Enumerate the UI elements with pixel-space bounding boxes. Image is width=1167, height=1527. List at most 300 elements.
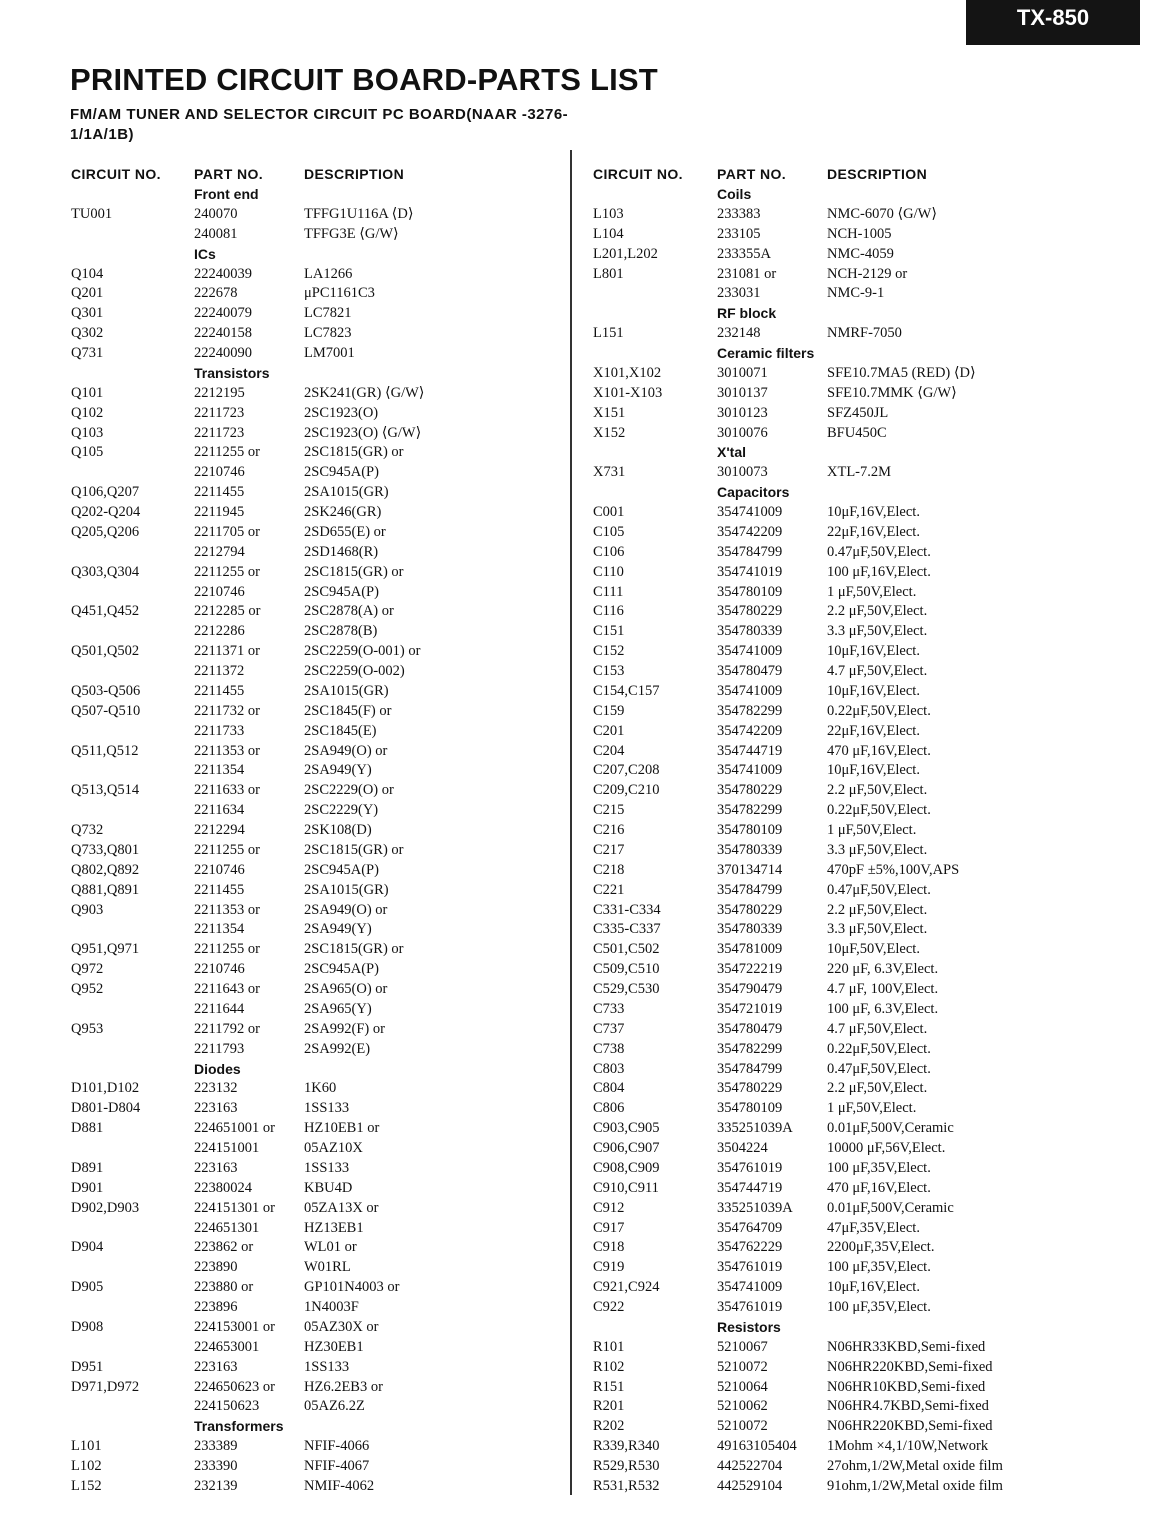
description: 22μF,16V,Elect. <box>827 523 920 540</box>
circuit-no: Q104 <box>71 265 104 282</box>
table-row <box>593 463 1153 483</box>
part-no: 354780339 <box>717 921 783 938</box>
table-row <box>71 861 566 881</box>
parts-rows-left <box>71 185 566 1497</box>
part-no: 354780109 <box>717 822 783 838</box>
table-row <box>593 1159 1153 1179</box>
header-circuit-no: CIRCUIT NO. <box>593 166 683 182</box>
table-row <box>593 1139 1153 1159</box>
table-row <box>593 1000 1153 1020</box>
circuit-no: C912 <box>593 1199 625 1216</box>
part-no: 2211455 <box>194 484 245 501</box>
circuit-no: C906,C907 <box>593 1140 660 1156</box>
part-no: 2211255 or <box>194 941 260 958</box>
description: 2SA949(O) or <box>304 901 388 918</box>
part-no: 223132 <box>194 1080 238 1097</box>
table-row <box>593 742 1153 762</box>
part-no: 354742209 <box>717 722 783 739</box>
section-heading <box>71 364 566 384</box>
description: 1Mohm ×4,1/10W,Network <box>827 1438 989 1455</box>
description: NFIF-4066 <box>304 1438 370 1455</box>
table-row <box>71 225 566 245</box>
part-no: 354780339 <box>717 623 783 640</box>
circuit-no: D905 <box>71 1279 104 1296</box>
part-no: 354761019 <box>717 1159 783 1176</box>
circuit-no: R531,R532 <box>593 1477 660 1494</box>
description: 2SA992(E) <box>304 1040 371 1057</box>
part-no: 354742209 <box>717 523 783 540</box>
part-no: 2211455 <box>194 682 245 699</box>
section-label: Diodes <box>194 1060 241 1077</box>
description: 1 μF,50V,Elect. <box>827 1100 917 1117</box>
table-row <box>71 344 566 364</box>
circuit-no: Q201 <box>71 285 104 302</box>
table-row <box>593 960 1153 980</box>
part-no: 354741009 <box>717 643 783 660</box>
table-row <box>593 523 1153 543</box>
part-no: 3504224 <box>717 1140 768 1156</box>
part-no: 223163 <box>194 1159 238 1176</box>
description: 100 μF,16V,Elect. <box>827 563 931 580</box>
table-row <box>593 1378 1153 1398</box>
table-row <box>71 1397 566 1417</box>
part-no: 232148 <box>717 325 761 342</box>
circuit-no: C331-C334 <box>593 901 661 918</box>
section-label: Ceramic filters <box>717 345 815 361</box>
table-row <box>71 583 566 603</box>
description: 10μF,16V,Elect. <box>827 762 920 779</box>
table-row <box>593 205 1153 225</box>
table-row <box>71 722 566 742</box>
description: 2SC2259(O-001) or <box>304 643 421 660</box>
table-row <box>71 1139 566 1159</box>
table-row <box>71 1457 566 1477</box>
part-no: 233105 <box>717 225 761 242</box>
description: 1 μF,50V,Elect. <box>827 822 917 838</box>
description: 2.2 μF,50V,Elect. <box>827 782 928 799</box>
circuit-no: Q953 <box>71 1020 104 1037</box>
circuit-no: Q802,Q892 <box>71 861 140 878</box>
description: WL01 or <box>304 1239 357 1256</box>
description: 0.47μF,50V,Elect. <box>827 543 931 560</box>
part-no: 233383 <box>717 205 761 222</box>
description: 2SC2259(O-002) <box>304 663 405 679</box>
part-no: 233390 <box>194 1458 238 1474</box>
table-row <box>593 225 1153 245</box>
circuit-no: D904 <box>71 1239 104 1256</box>
table-row <box>593 662 1153 682</box>
circuit-no: C737 <box>593 1020 625 1037</box>
part-no: 3010137 <box>717 384 768 401</box>
description: 47μF,35V,Elect. <box>827 1219 920 1236</box>
circuit-no: C733 <box>593 1000 625 1017</box>
description: 1K60 <box>304 1080 337 1097</box>
description: HZ10EB1 or <box>304 1120 380 1137</box>
circuit-no: C159 <box>593 702 625 719</box>
table-row <box>71 980 566 1000</box>
description: 22μF,16V,Elect. <box>827 722 920 739</box>
part-no: 2212195 <box>194 384 245 401</box>
circuit-no: D908 <box>71 1318 104 1335</box>
description: NMC-9-1 <box>827 285 885 302</box>
part-no: 2212285 or <box>194 603 261 620</box>
description: SFE10.7MMK ⟨G/W⟩ <box>827 384 957 401</box>
description: 3.3 μF,50V,Elect. <box>827 841 928 858</box>
part-no: 2211354 <box>194 921 245 938</box>
circuit-no: Q511,Q512 <box>71 742 139 759</box>
table-row <box>71 881 566 901</box>
part-no: 2211643 or <box>194 981 260 997</box>
table-row <box>71 205 566 225</box>
part-no: 2210746 <box>194 961 245 978</box>
section-label: Coils <box>717 186 752 202</box>
table-row <box>593 881 1153 901</box>
table-row <box>71 920 566 940</box>
description: 2SA965(O) or <box>304 981 388 997</box>
part-no: 2211354 <box>194 762 245 779</box>
circuit-no: R101 <box>593 1338 625 1355</box>
circuit-no: Q503-Q506 <box>71 682 141 699</box>
circuit-no: Q105 <box>71 444 104 461</box>
table-row <box>593 1258 1153 1278</box>
part-no: 354780109 <box>717 583 783 600</box>
table-row <box>71 1199 566 1219</box>
description: 10000 μF,56V,Elect. <box>827 1140 946 1156</box>
circuit-no: C152 <box>593 643 625 660</box>
part-no: 231081 or <box>717 265 777 282</box>
column-divider <box>570 150 572 1495</box>
table-row <box>593 761 1153 781</box>
description: 470pF ±5%,100V,APS <box>827 861 960 878</box>
part-no: 5210072 <box>717 1418 768 1435</box>
part-no: 233355A <box>717 245 771 262</box>
part-no: 354744719 <box>717 742 783 759</box>
table-row <box>71 642 566 662</box>
part-no: 233389 <box>194 1438 238 1455</box>
table-row <box>593 364 1153 384</box>
table-row <box>593 801 1153 821</box>
page-title: PRINTED CIRCUIT BOARD-PARTS LIST <box>70 62 658 97</box>
part-no: 354741019 <box>717 563 783 580</box>
table-row <box>71 284 566 304</box>
table-row <box>593 1298 1153 1318</box>
circuit-no: C509,C510 <box>593 961 660 978</box>
description: 1N4003F <box>304 1299 359 1315</box>
description: 2.2 μF,50V,Elect. <box>827 603 928 620</box>
description: 2SA949(Y) <box>304 762 372 779</box>
description: 05AZ30X or <box>304 1318 379 1335</box>
circuit-no: Q951,Q971 <box>71 941 140 958</box>
table-row <box>71 463 566 483</box>
part-no: 224653001 <box>194 1338 260 1355</box>
description: 2SC2229(O) or <box>304 782 394 799</box>
part-no: 354780479 <box>717 663 783 679</box>
part-no: 354741009 <box>717 682 783 699</box>
description: TFFG3E ⟨G/W⟩ <box>304 225 399 242</box>
circuit-no: R102 <box>593 1358 625 1375</box>
part-no: 354780109 <box>717 1100 783 1117</box>
part-no: 224651301 <box>194 1219 260 1236</box>
table-row <box>71 602 566 622</box>
circuit-no: C201 <box>593 722 625 739</box>
section-label: Resistors <box>717 1318 781 1335</box>
part-no: 354722219 <box>717 961 783 978</box>
part-no: 354780229 <box>717 603 783 620</box>
description: SFZ450JL <box>827 404 889 421</box>
part-no: 22380024 <box>194 1179 252 1196</box>
table-row <box>593 265 1153 285</box>
part-no: 2210746 <box>194 464 245 481</box>
part-no: 2211633 or <box>194 782 260 799</box>
circuit-no: C106 <box>593 543 625 560</box>
circuit-no: C922 <box>593 1299 625 1315</box>
table-row <box>593 404 1153 424</box>
description: 3.3 μF,50V,Elect. <box>827 623 928 640</box>
part-no: 354780229 <box>717 1080 783 1097</box>
description: 2SC945A(P) <box>304 464 379 481</box>
part-no: 2211353 or <box>194 901 260 918</box>
circuit-no: C806 <box>593 1100 625 1117</box>
description: 2.2 μF,50V,Elect. <box>827 1080 928 1097</box>
description: 3.3 μF,50V,Elect. <box>827 921 928 938</box>
part-no: 2211732 or <box>194 702 260 719</box>
table-row <box>71 1378 566 1398</box>
table-row <box>71 384 566 404</box>
part-no: 2211644 <box>194 1000 245 1017</box>
circuit-no: C217 <box>593 841 625 858</box>
description: LC7823 <box>304 325 352 342</box>
part-no: 2211255 or <box>194 563 260 580</box>
description: 10μF,16V,Elect. <box>827 504 920 520</box>
table-row <box>71 801 566 821</box>
table-row <box>71 1079 566 1099</box>
part-no: 222678 <box>194 285 238 302</box>
part-no: 2211371 or <box>194 643 260 660</box>
circuit-no: C529,C530 <box>593 981 660 997</box>
table-row <box>593 583 1153 603</box>
part-no: 224151301 or <box>194 1199 275 1216</box>
circuit-no: Q733,Q801 <box>71 841 140 858</box>
table-row <box>71 781 566 801</box>
description: 4.7 μF,50V,Elect. <box>827 1020 928 1037</box>
description: 0.01μF,500V,Ceramic <box>827 1120 954 1137</box>
description: 100 μF,35V,Elect. <box>827 1299 931 1315</box>
circuit-no: D891 <box>71 1159 104 1176</box>
description: 2SC945A(P) <box>304 961 379 978</box>
table-row <box>71 1099 566 1119</box>
part-no: 354744719 <box>717 1179 783 1196</box>
description: 2SK108(D) <box>304 822 372 838</box>
circuit-no: X151 <box>593 404 626 421</box>
description: 2SC945A(P) <box>304 861 379 878</box>
description: 2SC2229(Y) <box>304 802 379 819</box>
circuit-no: C001 <box>593 504 625 520</box>
part-no: 2211634 <box>194 802 245 819</box>
table-row <box>593 602 1153 622</box>
section-heading <box>71 245 566 265</box>
circuit-no: Q881,Q891 <box>71 881 140 898</box>
description: 2SC1815(GR) or <box>304 841 404 858</box>
part-no: 354784799 <box>717 881 783 898</box>
section-heading <box>593 1318 1153 1338</box>
part-no: 354721019 <box>717 1000 783 1017</box>
table-row <box>593 503 1153 523</box>
table-header <box>71 163 566 185</box>
part-no: 2210746 <box>194 583 245 600</box>
part-no: 354761019 <box>717 1299 783 1315</box>
description: 0.22μF,50V,Elect. <box>827 802 931 819</box>
part-no: 354761019 <box>717 1259 783 1276</box>
description: 05AZ10X <box>304 1140 363 1156</box>
model-tag: TX-850 <box>966 0 1140 45</box>
table-row <box>71 324 566 344</box>
circuit-no: Q202-Q204 <box>71 504 141 520</box>
part-no: 2211733 <box>194 722 245 739</box>
circuit-no: C908,C909 <box>593 1159 660 1176</box>
part-no: 3010071 <box>717 364 768 381</box>
part-no: 335251039A <box>717 1199 793 1216</box>
table-row <box>71 841 566 861</box>
part-no: 22240039 <box>194 265 252 282</box>
part-no: 370134714 <box>717 861 783 878</box>
circuit-no: D971,D972 <box>71 1378 140 1395</box>
table-row <box>593 1040 1153 1060</box>
description: NFIF-4067 <box>304 1458 370 1474</box>
description: 2SD1468(R) <box>304 543 379 560</box>
table-row <box>71 503 566 523</box>
table-row <box>593 1338 1153 1358</box>
table-row <box>593 245 1153 265</box>
section-label: Transformers <box>194 1418 284 1435</box>
description: 2.2 μF,50V,Elect. <box>827 901 928 918</box>
table-row <box>71 1338 566 1358</box>
part-no: 354780479 <box>717 1020 783 1037</box>
table-row <box>593 1219 1153 1239</box>
part-no: 22240090 <box>194 345 252 361</box>
circuit-no: Q101 <box>71 384 104 401</box>
table-row <box>71 404 566 424</box>
part-no: 5210064 <box>717 1378 768 1395</box>
circuit-no: L151 <box>593 325 624 342</box>
description: 2SA965(Y) <box>304 1000 372 1017</box>
circuit-no: R339,R340 <box>593 1438 660 1455</box>
table-row <box>71 940 566 960</box>
part-no: 2211353 or <box>194 742 260 759</box>
part-no: 354741009 <box>717 504 783 520</box>
table-row <box>593 1278 1153 1298</box>
table-row <box>71 761 566 781</box>
header-part-no: PART NO. <box>194 166 264 182</box>
circuit-no: C209,C210 <box>593 782 660 799</box>
part-no: 2211793 <box>194 1040 245 1057</box>
circuit-no: C335-C337 <box>593 921 661 938</box>
description: 1SS133 <box>304 1100 350 1117</box>
circuit-no: R151 <box>593 1378 625 1395</box>
table-row <box>593 821 1153 841</box>
description: N06HR220KBD,Semi-fixed <box>827 1418 993 1435</box>
description: NMIF-4062 <box>304 1477 375 1494</box>
table-row <box>593 901 1153 921</box>
part-no: 354784799 <box>717 1060 783 1077</box>
circuit-no: C110 <box>593 563 624 580</box>
table-row <box>593 1358 1153 1378</box>
table-row <box>71 1159 566 1179</box>
table-row <box>71 702 566 722</box>
description: 0.22μF,50V,Elect. <box>827 702 931 719</box>
part-no: 354790479 <box>717 981 783 997</box>
circuit-no: Q903 <box>71 901 104 918</box>
header-circuit-no: CIRCUIT NO. <box>71 166 161 182</box>
description: 91ohm,1/2W,Metal oxide film <box>827 1477 1003 1494</box>
description: 0.47μF,50V,Elect. <box>827 1060 931 1077</box>
table-row <box>593 1397 1153 1417</box>
table-row <box>593 324 1153 344</box>
section-label: ICs <box>194 245 216 262</box>
description: 27ohm,1/2W,Metal oxide film <box>827 1458 1003 1474</box>
parts-table-right <box>593 163 1153 1497</box>
table-row <box>71 304 566 324</box>
circuit-no: Q205,Q206 <box>71 523 140 540</box>
table-row <box>593 1437 1153 1457</box>
circuit-no: D801-D804 <box>71 1100 141 1117</box>
part-no: 223862 or <box>194 1239 254 1256</box>
description: 100 μF,35V,Elect. <box>827 1159 931 1176</box>
table-row <box>593 622 1153 642</box>
table-row <box>71 483 566 503</box>
part-no: 224153001 or <box>194 1318 275 1335</box>
circuit-no: D951 <box>71 1358 104 1375</box>
table-row <box>71 682 566 702</box>
circuit-no: C111 <box>593 583 624 600</box>
description: SFE10.7MA5 (RED) ⟨D⟩ <box>827 364 976 381</box>
description: LC7821 <box>304 305 352 322</box>
description: 2SC1815(GR) or <box>304 563 404 580</box>
section-heading <box>593 443 1153 463</box>
section-heading <box>593 304 1153 324</box>
description: 10μF,16V,Elect. <box>827 1279 920 1296</box>
table-row <box>593 1179 1153 1199</box>
description: 470 μF,16V,Elect. <box>827 1179 931 1196</box>
circuit-no: X101,X102 <box>593 364 662 381</box>
description: 2SC1845(F) or <box>304 702 392 719</box>
description: μPC1161C3 <box>304 285 375 302</box>
description: 0.01μF,500V,Ceramic <box>827 1199 954 1216</box>
table-row <box>71 1179 566 1199</box>
description: 10μF,16V,Elect. <box>827 682 920 699</box>
description: 05AZ6.2Z <box>304 1398 365 1415</box>
circuit-no: Q102 <box>71 404 104 421</box>
description: NMC-6070 ⟨G/W⟩ <box>827 205 937 222</box>
table-row <box>71 1318 566 1338</box>
table-row <box>593 1099 1153 1119</box>
description: 2SA949(Y) <box>304 921 372 938</box>
table-row <box>71 1278 566 1298</box>
circuit-no: Q731 <box>71 345 104 361</box>
circuit-no: Q972 <box>71 961 104 978</box>
description: 1 μF,50V,Elect. <box>827 583 917 600</box>
description: 2SA1015(GR) <box>304 484 389 501</box>
circuit-no: C153 <box>593 663 625 679</box>
circuit-no: Q303,Q304 <box>71 563 140 580</box>
part-no: 354784799 <box>717 543 783 560</box>
circuit-no: C804 <box>593 1080 625 1097</box>
part-no: 223880 or <box>194 1279 254 1296</box>
table-row <box>71 821 566 841</box>
part-no: 2212286 <box>194 623 245 640</box>
table-row <box>593 1457 1153 1477</box>
table-row <box>593 841 1153 861</box>
table-row <box>593 1238 1153 1258</box>
